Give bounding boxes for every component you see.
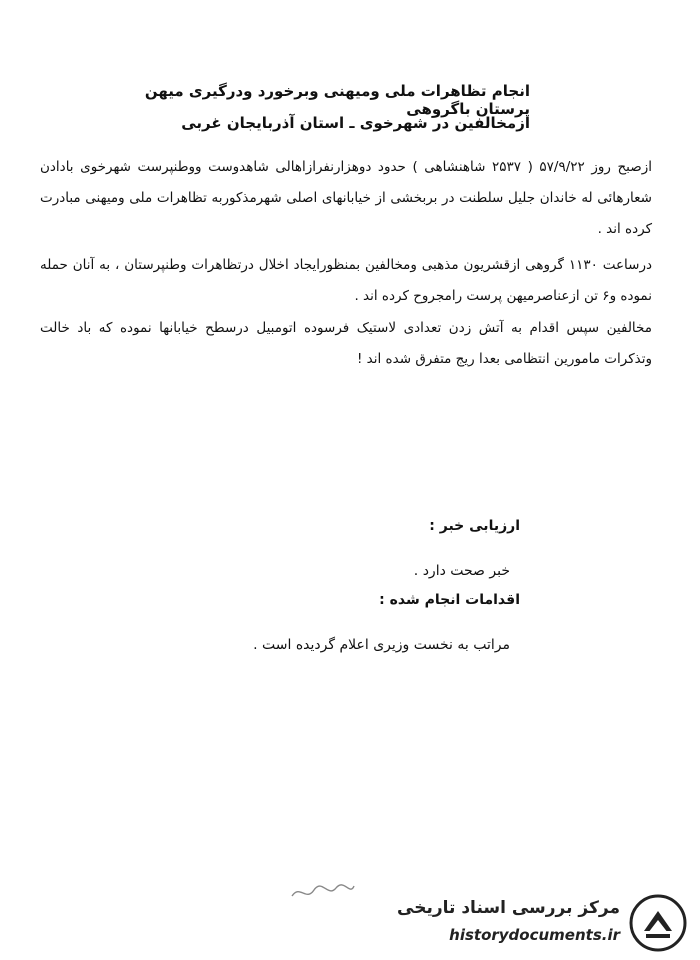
document-title-line-1: انجام تظاهرات ملی ومیهنی وبرخورد ودرگیری میهن پرستان باگروهی [144,82,530,118]
actions-taken-value: مراتب به نخست وزیری اعلام گردیده است . [253,637,510,653]
actions-taken-label: اقدامات انجام شده : [379,592,520,608]
report-paragraph-2: درساعت ۱۱۳۰ گروهی ازقشریون مذهبی ومخالفین بمنظورایجاد اخلال درتظاهرات وطنپرستان ، به آنان حمله نموده و۶ تن ازعناصرمیهن پرست رامجروح کرده اند . [40,257,652,304]
book-emblem-icon [628,893,688,953]
report-paragraph-3: مخالفین سپس اقدام به آتش زدن تعدادی لاستیک فرسوده اتومبیل درسطح خیابانها نموده که باد خالت وتذکرات مامورین انتظامی بعدا ریج متفرق شده اند ! [40,320,652,367]
evaluation-label: ارزیابی خبر : [429,518,520,534]
signature-scribble [288,876,358,906]
evaluation-value: خبر صحت دارد . [413,563,510,579]
report-paragraph-1: ازصبح روز ۵۷/۹/۲۲ ( ۲۵۳۷ شاهنشاهی ) حدود دوهزارنفرازاهالی شاهدوست ووطنپرست شهرخوی بادادن شعارهائی له خاندان جلیل سلطنت در بربخشی از خیابانهای اصلی شهرمذکوربه تظاهرات ملی ومیهنی مبادرت کرده اند . [40,159,652,237]
archive-name-watermark: مرکز بررسی اسناد تاریخی [397,898,620,918]
archive-url-watermark[interactable]: historydocuments.ir [449,926,620,944]
document-title-line-2: ازمخالفین در شهرخوی ـ استان آذربایجان غربی [181,114,530,132]
